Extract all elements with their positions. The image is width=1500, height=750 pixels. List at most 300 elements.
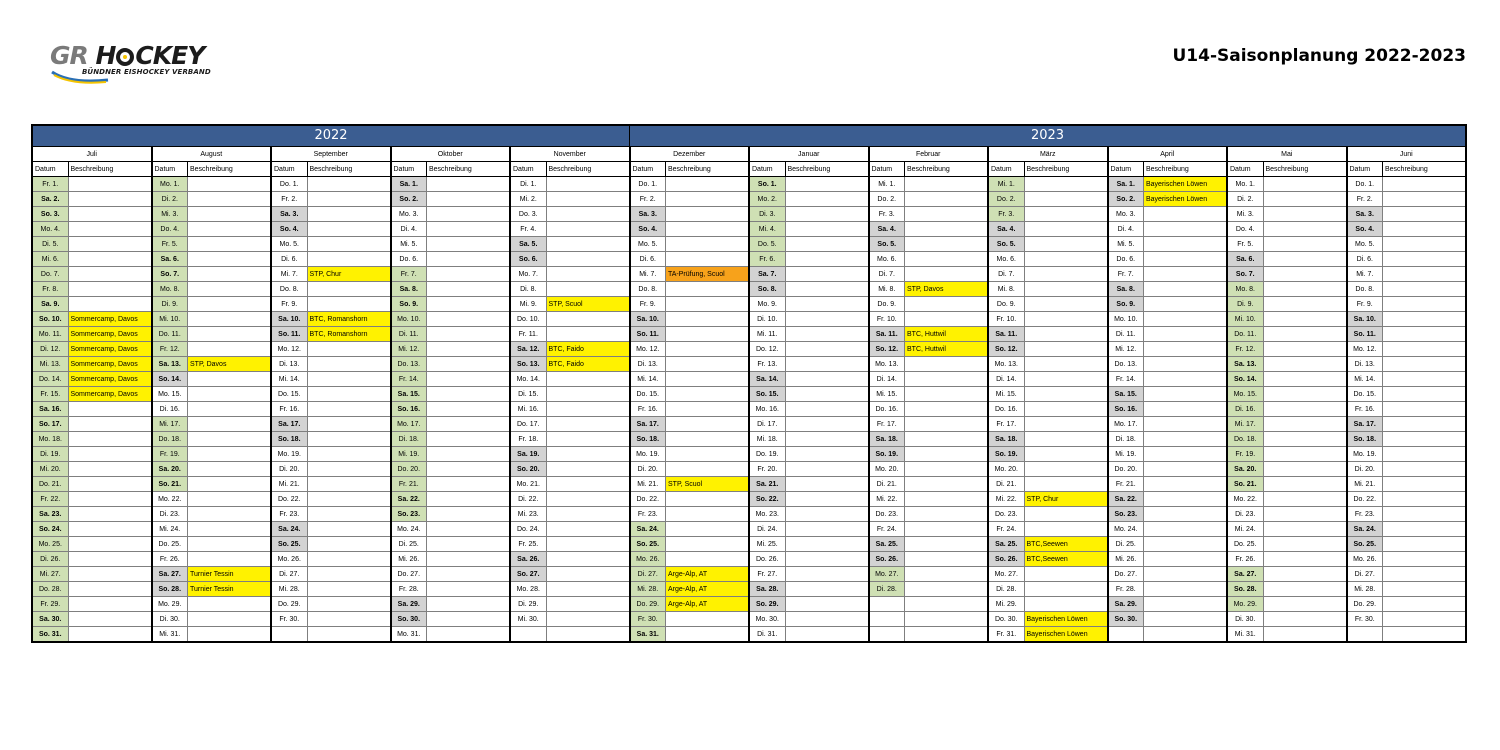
date-cell: Mo. 18.: [32, 432, 68, 447]
date-cell: Sa. 25.: [988, 537, 1024, 552]
event-cell: STP, Chur: [1024, 492, 1108, 507]
date-cell: Mo. 19.: [1347, 447, 1383, 462]
description-cell: [1024, 327, 1108, 342]
month-header: Juli: [32, 147, 152, 162]
description-cell: [1263, 357, 1347, 372]
event-cell: Bayerischen Löwen: [1144, 177, 1228, 192]
empty-description-cell: [1144, 627, 1228, 643]
description-cell: [785, 372, 869, 387]
description-cell: [905, 297, 989, 312]
description-cell: [427, 447, 511, 462]
date-cell: Mo. 8.: [1227, 282, 1263, 297]
description-cell: [188, 267, 272, 282]
description-cell: [546, 507, 630, 522]
description-cell: [427, 342, 511, 357]
date-cell: Mi. 31.: [1227, 627, 1263, 643]
date-cell: Mi. 5.: [391, 237, 427, 252]
date-cell: Mo. 13.: [869, 357, 905, 372]
month-header: Februar: [869, 147, 989, 162]
description-cell: [188, 372, 272, 387]
description-cell: [1263, 402, 1347, 417]
date-cell: So. 12.: [988, 342, 1024, 357]
date-column-header: Datum: [988, 162, 1024, 177]
date-cell: Mi. 1.: [988, 177, 1024, 192]
description-cell: [68, 282, 152, 297]
description-cell: [68, 417, 152, 432]
date-cell: Mi. 24.: [1227, 522, 1263, 537]
date-cell: Do. 8.: [630, 282, 666, 297]
description-cell: [307, 297, 391, 312]
date-cell: Do. 28.: [32, 582, 68, 597]
description-cell: [1383, 567, 1467, 582]
description-cell: [427, 627, 511, 643]
date-cell: Mi. 26.: [391, 552, 427, 567]
event-cell: STP, Chur: [307, 267, 391, 282]
date-cell: So. 9.: [1108, 297, 1144, 312]
description-cell: [427, 537, 511, 552]
description-cell: [1383, 582, 1467, 597]
description-cell: [1263, 342, 1347, 357]
description-cell: [1383, 612, 1467, 627]
event-cell: BTC, Huttwil: [905, 342, 989, 357]
date-cell: Mi. 6.: [32, 252, 68, 267]
description-cell: [1263, 207, 1347, 222]
description-cell: [905, 477, 989, 492]
date-cell: Mi. 28.: [1347, 582, 1383, 597]
date-cell: Do. 4.: [1227, 222, 1263, 237]
description-cell: [68, 597, 152, 612]
description-cell: [785, 192, 869, 207]
date-cell: Di. 27.: [630, 567, 666, 582]
date-cell: Fr. 5.: [1227, 237, 1263, 252]
description-cell: [188, 552, 272, 567]
event-cell: STP, Davos: [188, 357, 272, 372]
event-cell: BTC,Seewen: [1024, 537, 1108, 552]
description-cell: [307, 597, 391, 612]
date-cell: Mi. 17.: [152, 417, 188, 432]
description-cell: [188, 207, 272, 222]
date-cell: So. 27.: [510, 567, 546, 582]
description-cell: [1024, 507, 1108, 522]
description-cell: [1024, 372, 1108, 387]
description-cell: [427, 387, 511, 402]
date-cell: So. 6.: [510, 252, 546, 267]
date-cell: Do. 7.: [32, 267, 68, 282]
date-cell: Do. 1.: [630, 177, 666, 192]
description-cell: [546, 492, 630, 507]
date-cell: Sa. 13.: [152, 357, 188, 372]
description-cell: [785, 492, 869, 507]
date-cell: Do. 13.: [391, 357, 427, 372]
day-row: [32, 207, 1466, 222]
date-cell: So. 18.: [271, 432, 307, 447]
description-cell: [1263, 192, 1347, 207]
description-cell: [307, 342, 391, 357]
description-column-header: Beschreibung: [1263, 162, 1347, 177]
description-cell: [427, 567, 511, 582]
description-cell: [188, 342, 272, 357]
description-cell: [68, 252, 152, 267]
event-cell: BTC, Faido: [546, 342, 630, 357]
date-cell: Do. 3.: [510, 207, 546, 222]
month-header: Mai: [1227, 147, 1347, 162]
description-cell: [1144, 237, 1228, 252]
description-cell: [188, 297, 272, 312]
description-cell: [905, 207, 989, 222]
description-column-header: Beschreibung: [1383, 162, 1467, 177]
description-cell: [188, 327, 272, 342]
date-cell: Do. 12.: [749, 342, 785, 357]
description-cell: [785, 537, 869, 552]
description-cell: [1144, 447, 1228, 462]
date-cell: Fr. 24.: [869, 522, 905, 537]
description-cell: [785, 507, 869, 522]
description-cell: [68, 207, 152, 222]
description-cell: [307, 402, 391, 417]
date-cell: Di. 21.: [869, 477, 905, 492]
description-cell: [905, 252, 989, 267]
date-cell: Mo. 20.: [988, 462, 1024, 477]
description-cell: [905, 222, 989, 237]
description-cell: [1383, 402, 1467, 417]
description-cell: [905, 507, 989, 522]
date-cell: Di. 13.: [630, 357, 666, 372]
date-cell: Di. 16.: [152, 402, 188, 417]
date-cell: Do. 15.: [271, 387, 307, 402]
date-cell: Di. 8.: [510, 282, 546, 297]
description-cell: [427, 507, 511, 522]
date-cell: Fr. 16.: [1347, 402, 1383, 417]
date-cell: Fr. 29.: [32, 597, 68, 612]
date-cell: Mi. 25.: [749, 537, 785, 552]
date-cell: Mi. 21.: [271, 477, 307, 492]
description-cell: [1263, 612, 1347, 627]
date-cell: Di. 23.: [152, 507, 188, 522]
description-cell: [666, 357, 750, 372]
date-cell: So. 7.: [152, 267, 188, 282]
document-title: U14-Saisonplanung 2022-2023: [1172, 46, 1466, 66]
date-cell: Di. 27.: [1347, 567, 1383, 582]
description-cell: [666, 402, 750, 417]
date-cell: Fr. 9.: [1347, 297, 1383, 312]
description-cell: [785, 552, 869, 567]
date-cell: Fr. 12.: [1227, 342, 1263, 357]
day-row: [32, 597, 1466, 612]
description-cell: [666, 192, 750, 207]
date-cell: Sa. 29.: [391, 597, 427, 612]
description-cell: [188, 252, 272, 267]
description-cell: [1024, 312, 1108, 327]
description-cell: [666, 342, 750, 357]
description-cell: [188, 222, 272, 237]
description-cell: [68, 267, 152, 282]
description-cell: [1383, 312, 1467, 327]
description-cell: [1144, 267, 1228, 282]
description-cell: [1024, 597, 1108, 612]
date-cell: Mi. 21.: [1347, 477, 1383, 492]
date-cell: Do. 9.: [869, 297, 905, 312]
description-cell: [1383, 492, 1467, 507]
date-cell: Mi. 19.: [391, 447, 427, 462]
date-cell: Mi. 10.: [1227, 312, 1263, 327]
date-cell: Do. 11.: [152, 327, 188, 342]
date-cell: Di. 10.: [749, 312, 785, 327]
description-cell: [307, 582, 391, 597]
event-cell: STP, Davos: [905, 282, 989, 297]
description-cell: [1383, 222, 1467, 237]
date-cell: Mi. 3.: [152, 207, 188, 222]
day-row: [32, 267, 1466, 282]
date-cell: Mo. 4.: [32, 222, 68, 237]
description-cell: [1383, 327, 1467, 342]
month-header: August: [152, 147, 272, 162]
date-cell: Mo. 1.: [152, 177, 188, 192]
date-cell: Di. 26.: [32, 552, 68, 567]
date-cell: Sa. 17.: [630, 417, 666, 432]
date-cell: Di. 15.: [510, 387, 546, 402]
date-cell: Fr. 26.: [1227, 552, 1263, 567]
date-cell: Fr. 5.: [152, 237, 188, 252]
date-cell: Sa. 17.: [271, 417, 307, 432]
description-cell: [1024, 342, 1108, 357]
description-cell: [307, 357, 391, 372]
date-cell: Do. 1.: [271, 177, 307, 192]
description-cell: [1263, 312, 1347, 327]
description-cell: [1383, 267, 1467, 282]
description-cell: [1144, 357, 1228, 372]
description-cell: [1383, 177, 1467, 192]
description-cell: [1263, 237, 1347, 252]
description-cell: [188, 432, 272, 447]
date-cell: Do. 27.: [1108, 567, 1144, 582]
date-cell: Fr. 24.: [988, 522, 1024, 537]
date-cell: Sa. 5.: [510, 237, 546, 252]
date-cell: Mi. 19.: [1108, 447, 1144, 462]
description-cell: [427, 612, 511, 627]
description-cell: [188, 177, 272, 192]
date-cell: Sa. 29.: [1108, 597, 1144, 612]
description-column-header: Beschreibung: [188, 162, 272, 177]
description-cell: [188, 417, 272, 432]
description-cell: [785, 567, 869, 582]
date-cell: So. 9.: [391, 297, 427, 312]
date-cell: Di. 17.: [749, 417, 785, 432]
event-cell: Sommercamp, Davos: [68, 342, 152, 357]
date-cell: Mi. 23.: [510, 507, 546, 522]
description-cell: [546, 417, 630, 432]
month-header: Juni: [1347, 147, 1467, 162]
description-cell: [1144, 477, 1228, 492]
date-cell: Fr. 21.: [1108, 477, 1144, 492]
date-cell: So. 10.: [32, 312, 68, 327]
description-cell: [785, 582, 869, 597]
date-cell: Fr. 2.: [1347, 192, 1383, 207]
description-cell: [785, 327, 869, 342]
description-cell: [68, 447, 152, 462]
description-cell: [785, 342, 869, 357]
date-cell: Mo. 23.: [749, 507, 785, 522]
date-cell: Mi. 9.: [510, 297, 546, 312]
description-cell: [1024, 177, 1108, 192]
description-cell: [546, 552, 630, 567]
date-cell: Do. 15.: [630, 387, 666, 402]
date-cell: Do. 27.: [391, 567, 427, 582]
date-cell: Mi. 29.: [988, 597, 1024, 612]
description-cell: [1263, 372, 1347, 387]
description-cell: [785, 357, 869, 372]
day-row: [32, 582, 1466, 597]
description-cell: [666, 327, 750, 342]
date-cell: Mo. 19.: [630, 447, 666, 462]
description-cell: [1263, 417, 1347, 432]
month-header: Oktober: [391, 147, 511, 162]
day-row: [32, 342, 1466, 357]
date-cell: Sa. 3.: [630, 207, 666, 222]
date-cell: Fr. 11.: [510, 327, 546, 342]
date-cell: Mo. 14.: [510, 372, 546, 387]
description-cell: [68, 192, 152, 207]
date-cell: Do. 16.: [988, 402, 1024, 417]
empty-date-cell: [869, 597, 905, 612]
description-cell: [188, 387, 272, 402]
description-cell: [427, 282, 511, 297]
date-cell: Mi. 14.: [1347, 372, 1383, 387]
date-cell: Fr. 23.: [271, 507, 307, 522]
date-cell: Mo. 26.: [1347, 552, 1383, 567]
description-column-header: Beschreibung: [905, 162, 989, 177]
description-cell: [666, 252, 750, 267]
date-cell: Do. 22.: [630, 492, 666, 507]
description-cell: [1144, 417, 1228, 432]
date-cell: Do. 13.: [1108, 357, 1144, 372]
date-cell: So. 25.: [630, 537, 666, 552]
date-cell: Fr. 22.: [32, 492, 68, 507]
description-cell: [1024, 222, 1108, 237]
description-cell: [68, 507, 152, 522]
description-cell: [546, 537, 630, 552]
description-cell: [666, 522, 750, 537]
date-cell: Fr. 4.: [510, 222, 546, 237]
date-cell: So. 11.: [630, 327, 666, 342]
date-cell: Di. 14.: [869, 372, 905, 387]
empty-description-cell: [546, 627, 630, 643]
description-cell: [1383, 282, 1467, 297]
empty-date-cell: [271, 627, 307, 643]
description-cell: [1383, 417, 1467, 432]
date-cell: Sa. 26.: [510, 552, 546, 567]
date-cell: Do. 23.: [869, 507, 905, 522]
date-cell: Di. 11.: [1108, 327, 1144, 342]
date-cell: So. 4.: [1347, 222, 1383, 237]
date-cell: Do. 25.: [152, 537, 188, 552]
description-cell: [307, 477, 391, 492]
date-cell: Di. 22.: [510, 492, 546, 507]
description-cell: [68, 297, 152, 312]
description-cell: [1383, 537, 1467, 552]
date-cell: Mi. 4.: [749, 222, 785, 237]
date-cell: Mo. 9.: [749, 297, 785, 312]
date-cell: So. 31.: [32, 627, 68, 643]
description-cell: [546, 402, 630, 417]
date-cell: Di. 16.: [1227, 402, 1263, 417]
date-cell: Fr. 12.: [152, 342, 188, 357]
date-cell: Mo. 5.: [630, 237, 666, 252]
description-cell: [307, 387, 391, 402]
date-cell: Mi. 3.: [1227, 207, 1263, 222]
description-cell: [1263, 432, 1347, 447]
event-cell: Bayerischen Löwen: [1024, 612, 1108, 627]
date-column-header: Datum: [630, 162, 666, 177]
description-cell: [1024, 582, 1108, 597]
description-cell: [1383, 192, 1467, 207]
date-cell: Di. 6.: [1347, 252, 1383, 267]
description-column-header: Beschreibung: [427, 162, 511, 177]
description-cell: [905, 267, 989, 282]
description-cell: [68, 222, 152, 237]
description-cell: [1144, 567, 1228, 582]
date-cell: Fr. 16.: [271, 402, 307, 417]
event-cell: STP, Scuol: [546, 297, 630, 312]
description-column-header: Beschreibung: [785, 162, 869, 177]
date-cell: Sa. 20.: [152, 462, 188, 477]
description-cell: [1144, 387, 1228, 402]
date-cell: Sa. 10.: [271, 312, 307, 327]
description-cell: [427, 477, 511, 492]
date-cell: Mo. 3.: [1108, 207, 1144, 222]
date-cell: So. 25.: [1347, 537, 1383, 552]
day-row: [32, 537, 1466, 552]
date-cell: Fr. 8.: [32, 282, 68, 297]
date-cell: So. 24.: [32, 522, 68, 537]
date-cell: Mi. 31.: [152, 627, 188, 643]
description-cell: [785, 207, 869, 222]
date-cell: Mo. 6.: [988, 252, 1024, 267]
description-cell: [307, 612, 391, 627]
description-cell: [1263, 627, 1347, 643]
date-cell: Fr. 10.: [988, 312, 1024, 327]
date-cell: Mi. 30.: [510, 612, 546, 627]
description-column-header: Beschreibung: [307, 162, 391, 177]
description-cell: [666, 297, 750, 312]
date-cell: Di. 27.: [271, 567, 307, 582]
description-cell: [68, 402, 152, 417]
description-cell: [1024, 417, 1108, 432]
description-cell: [1144, 537, 1228, 552]
description-cell: [546, 477, 630, 492]
description-cell: [68, 537, 152, 552]
description-cell: [68, 582, 152, 597]
empty-description-cell: [307, 627, 391, 643]
description-cell: [427, 177, 511, 192]
description-cell: [546, 267, 630, 282]
date-cell: So. 2.: [391, 192, 427, 207]
description-cell: [546, 597, 630, 612]
date-cell: Sa. 16.: [32, 402, 68, 417]
date-cell: Do. 8.: [271, 282, 307, 297]
event-cell: Bayerischen Löwen: [1024, 627, 1108, 643]
date-cell: Do. 23.: [988, 507, 1024, 522]
description-cell: [546, 582, 630, 597]
event-cell: STP, Scuol: [666, 477, 750, 492]
description-cell: [546, 192, 630, 207]
date-cell: Sa. 18.: [869, 432, 905, 447]
description-cell: [307, 222, 391, 237]
description-cell: [1263, 597, 1347, 612]
description-cell: [1144, 597, 1228, 612]
date-cell: Mo. 15.: [1227, 387, 1263, 402]
description-cell: [666, 177, 750, 192]
date-cell: Mo. 24.: [391, 522, 427, 537]
